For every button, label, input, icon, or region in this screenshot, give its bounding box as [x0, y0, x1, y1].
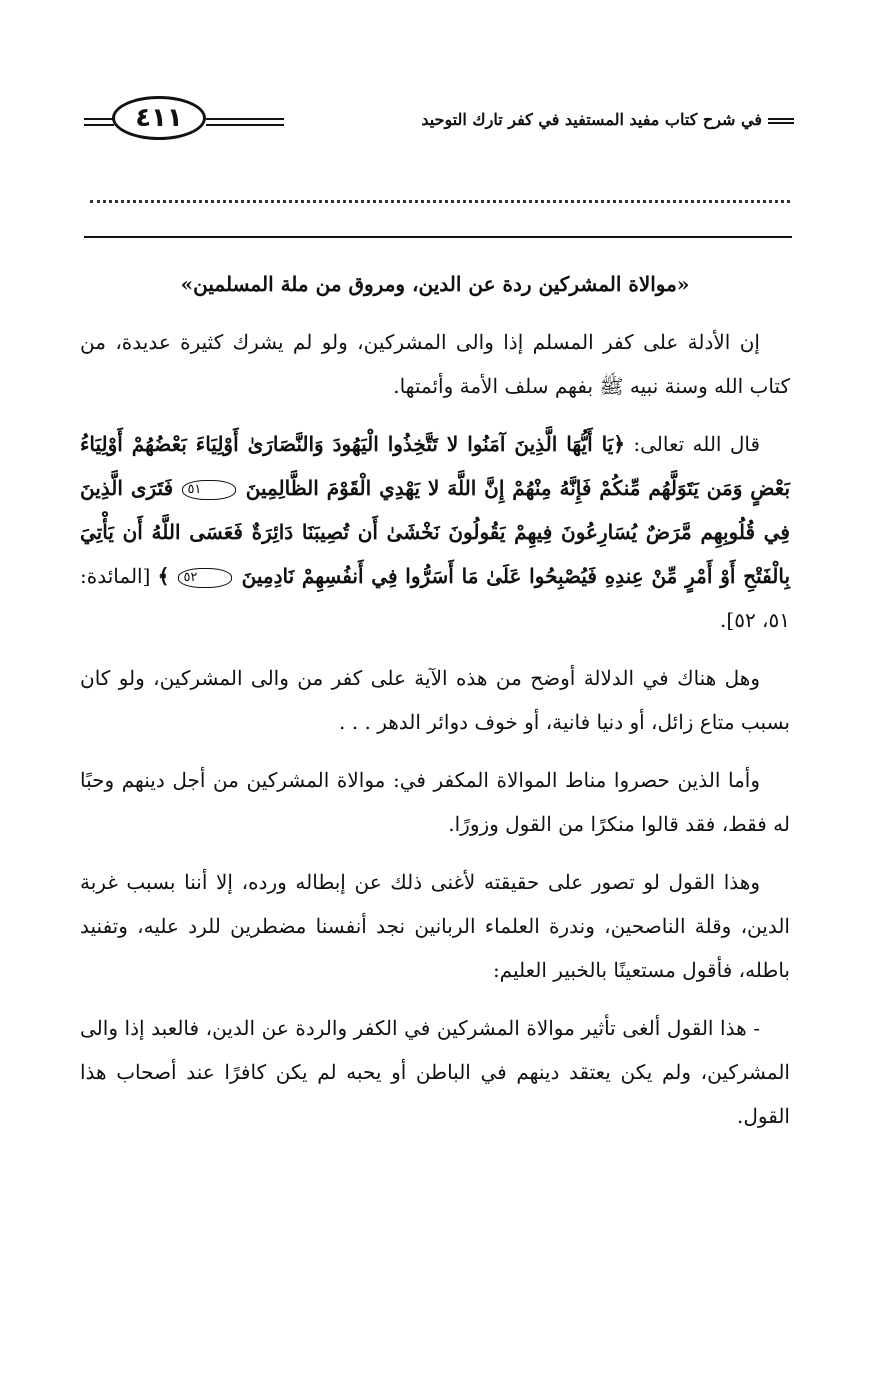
verse-part-1: ﴿يَا أَيُّهَا الَّذِينَ آمَنُوا لا تَتَّخِذُوا الْيَهُودَ وَالنَّصَارَىٰ أَوْلِيَاءَ بَعْضُهُمْ أَوْلِيَاءُ بَعْضٍ وَمَن يَتَوَلَّهُم مِّنكُمْ فَإِنَّهُ مِنْهُمْ إِنَّ اللَّهَ لا يَهْدِي الْقَوْمَ الظَّالِمِينَ [80, 432, 791, 500]
verse-part-2: فَتَرَى الَّذِينَ فِي قُلُوبِهِم مَّرَضٌ يُسَارِعُونَ فِيهِمْ يَقُولُونَ نَخْشَىٰ أَن تُصِيبَنَا دَائِرَةٌ فَعَسَى اللَّهُ أَن يَأْتِيَ بِالْفَتْحِ أَوْ أَمْرٍ مِّنْ عِندِهِ فَيُصْبِحُوا عَلَىٰ مَا أَسَرُّوا فِي أَنفُسِهِمْ نَادِمِينَ [80, 476, 791, 588]
quote-intro: قال الله تعالى: [633, 432, 761, 456]
ayah-number-52: ٥٢ [178, 568, 232, 588]
paragraph-3: وهل هناك في الدلالة أوضح من هذه الآية على كفر من والى المشركين، ولو كان بسبب متاع زائل، أو دنيا فانية، أو خوف دوائر الدهر . . . [80, 666, 790, 734]
page-number: ٤١١ [112, 96, 206, 140]
ornament-line-left [84, 118, 114, 126]
ayah-number-51: ٥١ [182, 480, 236, 500]
page-number-ornament [84, 92, 284, 152]
paragraph-1: إن الأدلة على كفر المسلم إذا والى المشركين، ولو لم يشرك كثيرة عديدة، من كتاب الله وسنة نبيه ﷺ بفهم سلف الأمة وأئمتها. [80, 330, 790, 398]
paragraph-4: وأما الذين حصروا مناط الموالاة المكفر في: موالاة المشركين من أجل دينهم وحبًا له فقط، فقد قالوا منكرًا من القول وزورًا. [80, 768, 790, 836]
verse-citation: [المائدة: ٥١، ٥٢]. [80, 564, 790, 632]
section-rule [84, 236, 792, 238]
title-rule [768, 118, 794, 124]
paragraph-quran-quote [80, 422, 790, 642]
paragraph-6: - هذا القول ألغى تأثير موالاة المشركين في الكفر والردة عن الدين، فالعبد إذا والى المشركين، ولم يكن يعتقد دينهم في الباطن أو يحبه لم يكن كافرًا عند أصحاب هذا القول. [80, 1016, 790, 1128]
ornament-line-right [206, 118, 284, 126]
section-heading: «موالاة المشركين ردة عن الدين، ومروق من ملة المسلمين» [180, 272, 690, 296]
verse-closing: ﴾ [157, 564, 170, 588]
running-title-text: في شرح كتاب مفيد المستفيد في كفر تارك التوحيد [421, 110, 762, 129]
page-header [84, 92, 794, 152]
paragraph-5: وهذا القول لو تصور على حقيقته لأغنى ذلك عن إبطاله ورده، إلا أننا بسبب غربة الدين، وقلة الناصحين، وندرة العلماء الربانين نجد أنفسنا مضطرين للرد عليه، وتفنيد باطله، فأقول مستعينًا بالخبير العليم: [80, 870, 790, 982]
dotted-separator [90, 200, 790, 203]
running-title [421, 110, 794, 129]
page-body [80, 262, 790, 1152]
